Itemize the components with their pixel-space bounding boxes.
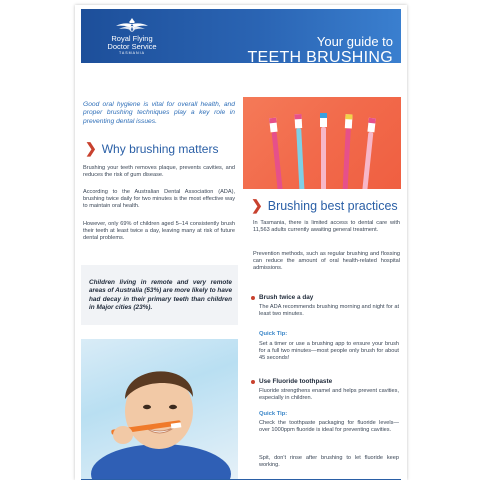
- quick-tip-label-2: Quick Tip:: [259, 411, 288, 417]
- statistic-callout: [81, 265, 238, 325]
- chevron-right-icon: ❯: [85, 140, 97, 156]
- page-title: [247, 35, 393, 75]
- best-paragraph-2: Prevention methods, such as regular brushing and flossing can reduce the amount of oral health-related hospital admissions.: [253, 251, 400, 272]
- best-practices-heading: ❯ Brushing best practices: [251, 197, 398, 213]
- org-name-line1: Royal Flying: [111, 34, 153, 43]
- best-paragraph-1: In Tasmania, there is limited access to dental care with 11,563 adults currently awaiting general treatment.: [253, 220, 400, 234]
- bullet2-text: Fluoride strengthens enamel and helps prevent cavities, especially in children.: [259, 388, 399, 402]
- why-paragraph-1: Brushing your teeth removes plaque, prevents cavities, and reduces the risk of gum disease.: [83, 165, 235, 179]
- bullet-fluoride: Use Fluoride toothpaste: [251, 378, 332, 385]
- toothbrushes-photo: [243, 97, 401, 189]
- quick-tip-1: Set a timer or use a brushing app to ensure your brush for a full two minutes—most people only brush for about 45 seconds!: [259, 341, 399, 362]
- why-paragraph-2: According to the Australian Dental Association (ADA), brushing twice daily for two minutes is the most effective way to maintain oral health.: [83, 189, 235, 210]
- why-paragraph-3: However, only 69% of children aged 5–14 consistently brush their teeth at least twice a day, leaving many at risk of future dental problems.: [83, 221, 235, 242]
- bullet1-text: The ADA recommends brushing morning and night for at least two minutes.: [259, 304, 399, 318]
- quick-tip-2: Check the toothpaste packaging for fluoride levels—over 1000ppm fluoride is ideal for preventing cavities.: [259, 420, 399, 434]
- org-name-line2: Doctor Service: [107, 42, 157, 51]
- org-region: TASMANIA: [118, 51, 146, 55]
- quick-tip-label-1: Quick Tip:: [259, 331, 288, 337]
- document-page: [75, 5, 407, 480]
- rfds-logo: [87, 15, 177, 61]
- why-heading: ❯ Why brushing matters: [85, 140, 219, 156]
- wings-crown-icon: [115, 15, 149, 35]
- bullet-dot-icon: [251, 380, 255, 384]
- title-line3: for dental health: [335, 66, 393, 75]
- intro-text: Good oral hygiene is vital for overall health, and proper brushing techniques play a key role in preventing dental issues.: [83, 101, 235, 125]
- bullet-brush-twice: Brush twice a day: [251, 294, 313, 301]
- chevron-right-icon: ❯: [251, 197, 263, 213]
- title-line2: TEETH BRUSHING: [247, 49, 393, 66]
- bullet-dot-icon: [251, 296, 255, 300]
- header-banner: [81, 9, 401, 75]
- child-brushing-photo: [81, 339, 238, 480]
- title-line1: Your guide to: [316, 34, 393, 49]
- closing-text: Spit, don't rinse after brushing to let fluoride keep working.: [259, 455, 399, 469]
- callout-text: Children living in remote and very remote areas of Australia (53%) are more likely to have had decay in their primary teeth than children in Major cities (23%).: [89, 279, 232, 311]
